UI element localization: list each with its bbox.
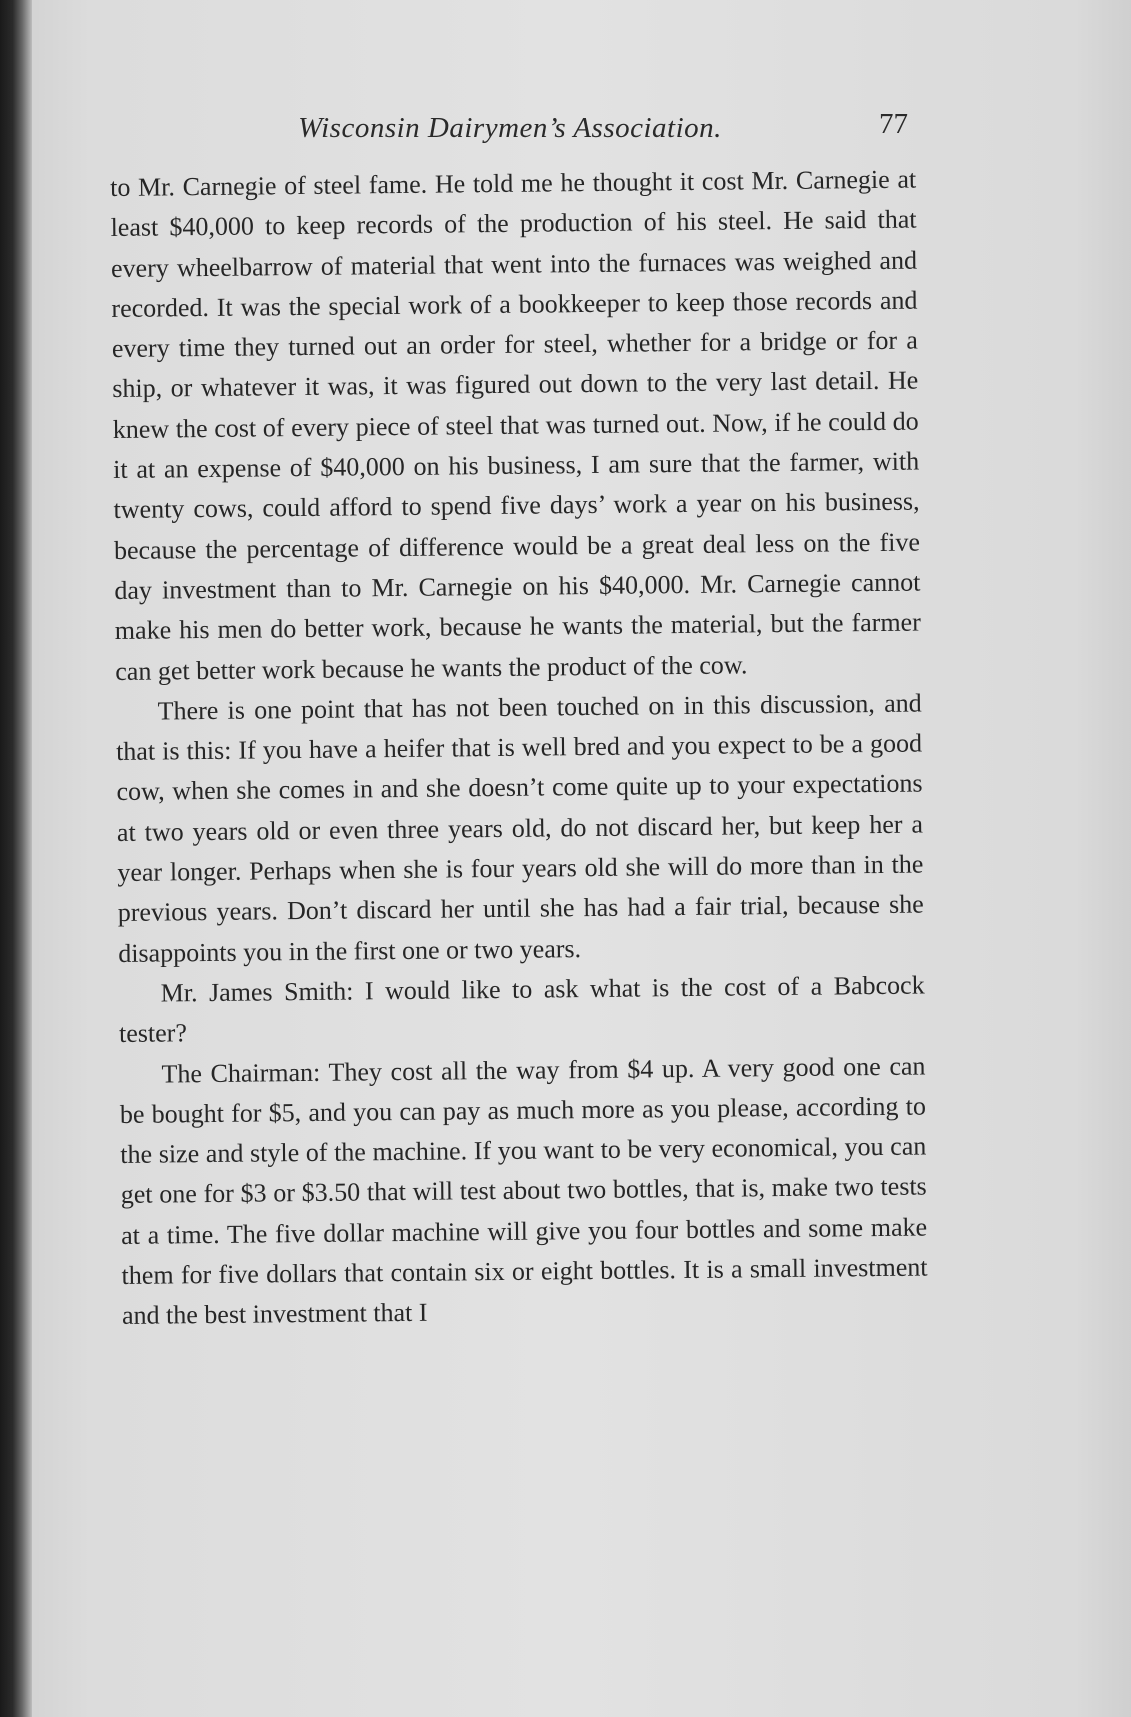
book-binding-edge: [0, 0, 32, 1717]
body-text: [110, 160, 928, 1337]
running-title: Wisconsin Dairymen’s Association.: [298, 112, 722, 144]
paragraph: to Mr. Carnegie of steel fame. He told me he thought it cost Mr. Carnegie at least $40,000 to keep records of the production of his steel. He said that every wheelbarrow of material that went into the furnaces was weighed and recorded. It was the special work of a bookkeeper to keep those records and every time they turned out an order for steel, whether for a bridge or for a ship, or whatever it was, it was figured out down to the very last detail. He knew the cost of every piece of steel that was turned out. Now, if he could do it at an expense of $40,000 on his business, I am sure that the farmer, with twenty cows, could afford to spend five days’ work a year on his business, because the percentage of difference would be a great deal less on the five day investment than to Mr. Carnegie on his $40,000. Mr. Carnegie cannot make his men do better work, because he wants the material, but the farmer can get better work because he wants the product of the cow.: [110, 164, 921, 686]
paragraph: Mr. James Smith: I would like to ask what is the cost of a Babcock tester?: [118, 970, 925, 1049]
page-number: 77: [879, 108, 908, 140]
paragraph: There is one point that has not been touched on in this discussion, and that is this: If you have a heifer that is well bred and you expect to be a good cow, when she comes in and she doesn’t come quite up to your expectations at two years old or even three years old, do not discard her, but keep her a year longer. Perhaps when she is four years old she will do more than in the previous years. Don’t discard her until she has had a fair trial, because she disappoints you in the first one or two years.: [115, 688, 924, 968]
page-header: [110, 108, 910, 152]
paragraph: The Chairman: They cost all the way from $4 up. A very good one can be bought for $5, and you can pay as much more as you please, according to the size and style of the machine. If you want to be very economical, you can get one for $3 or $3.50 that will test about two bottles, that is, make two tests at a time. The five dollar machine will give you four bottles and some make them for five dollars that contain six or eight bottles. It is a small investment and the best investment that I: [119, 1051, 928, 1331]
